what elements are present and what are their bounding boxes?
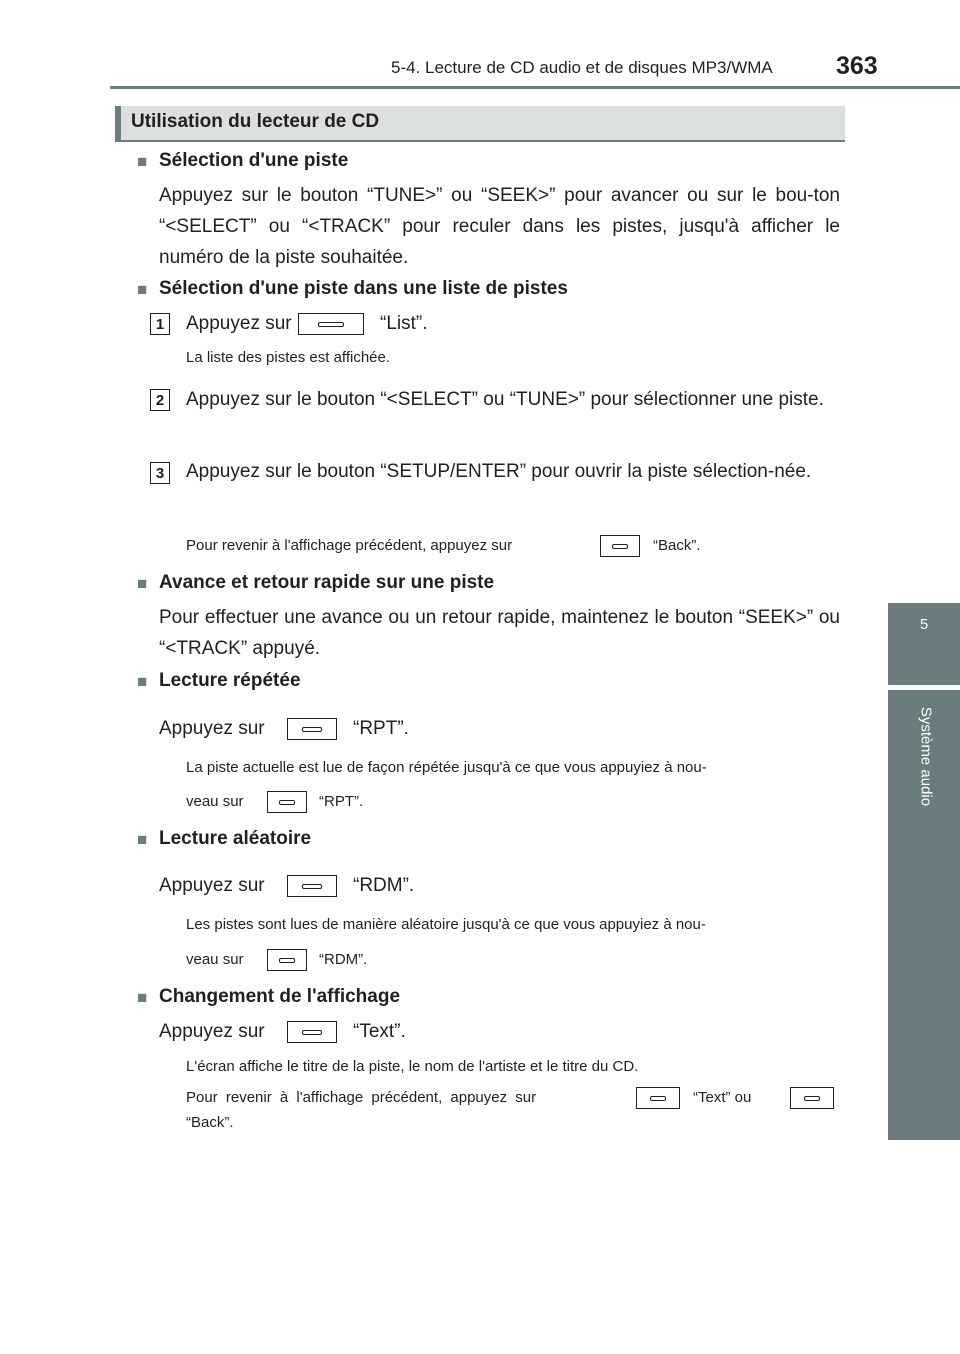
paragraph: “RPT”. [353, 718, 409, 739]
bullet-icon: ■ [137, 152, 148, 171]
subheading: Sélection d'une piste dans une liste de pistes [159, 278, 568, 299]
paragraph: Appuyez sur [159, 1021, 265, 1042]
subheading: Lecture répétée [159, 670, 301, 691]
note: “Back”. [186, 1114, 234, 1131]
screen-button-icon [636, 1087, 680, 1109]
bullet-icon: ■ [137, 988, 148, 1007]
paragraph: Appuyez sur [159, 718, 265, 739]
note: Les pistes sont lues de manière aléatoire jusqu'à ce que vous appuyiez à nou- [186, 916, 706, 933]
screen-button-icon [287, 875, 337, 897]
bullet-icon: ■ [137, 280, 148, 299]
note: veau sur [186, 951, 244, 968]
screen-button-icon [600, 535, 640, 557]
screen-button-icon [267, 949, 307, 971]
section-title: Utilisation du lecteur de CD [131, 111, 380, 132]
subheading: Lecture aléatoire [159, 828, 312, 849]
chapter-tab-number: 5 [888, 603, 960, 685]
paragraph: “Text”. [353, 1021, 406, 1042]
section-rule [115, 140, 845, 142]
step-text: “List”. [380, 313, 428, 334]
note: “RPT”. [319, 793, 364, 810]
note: La liste des pistes est affichée. [186, 349, 391, 366]
chapter-header: 5-4. Lecture de CD audio et de disques MP3/WMA [391, 58, 773, 77]
note: Pour revenir à l'affichage précédent, appuyez sur [186, 537, 513, 554]
paragraph: Pour effectuer une avance ou un retour rapide, maintenez le bouton “SEEK>” ou “<TRACK” appuyé. [159, 607, 840, 659]
paragraph: Appuyez sur le bouton “TUNE>” ou “SEEK>” pour avancer ou sur le bou-ton “<SELECT” ou “<TRACK” pour reculer dans les pistes, jusqu'à afficher le numéro de la piste souhaitée. [159, 185, 840, 268]
subheading: Changement de l'affichage [159, 986, 401, 1007]
screen-button-icon [287, 718, 337, 740]
header-rule [110, 86, 960, 89]
paragraph: “RDM”. [353, 875, 415, 896]
bullet-icon: ■ [137, 574, 148, 593]
screen-button-icon [298, 313, 364, 335]
note: “RDM”. [319, 951, 368, 968]
bullet-icon: ■ [137, 830, 148, 849]
step-text: Appuyez sur le bouton “SETUP/ENTER” pour ouvrir la piste sélection-née. [186, 461, 812, 482]
screen-button-icon [267, 791, 307, 813]
note: La piste actuelle est lue de façon répétée jusqu'à ce que vous appuyiez à nou- [186, 759, 707, 776]
note: veau sur [186, 793, 244, 810]
step-number: 1 [150, 313, 170, 335]
note: Pour revenir à l'affichage précédent, appuyez sur [186, 1089, 537, 1106]
screen-button-icon [790, 1087, 834, 1109]
page-number: 363 [836, 52, 878, 80]
note: “Text” ou [693, 1089, 752, 1106]
bullet-icon: ■ [137, 672, 148, 691]
subheading: Avance et retour rapide sur une piste [159, 572, 495, 593]
step-number: 2 [150, 389, 170, 411]
note: “Back”. [653, 537, 701, 554]
paragraph: Appuyez sur [159, 875, 265, 896]
screen-button-icon [287, 1021, 337, 1043]
chapter-tab-label: Système audio [917, 706, 935, 807]
step-text: Appuyez sur le bouton “<SELECT” ou “TUNE>” pour sélectionner une piste. [186, 389, 824, 410]
subheading: Sélection d'une piste [159, 150, 349, 171]
note: L'écran affiche le titre de la piste, le nom de l'artiste et le titre du CD. [186, 1058, 639, 1075]
step-number: 3 [150, 462, 170, 484]
step-text: Appuyez sur [186, 313, 292, 334]
